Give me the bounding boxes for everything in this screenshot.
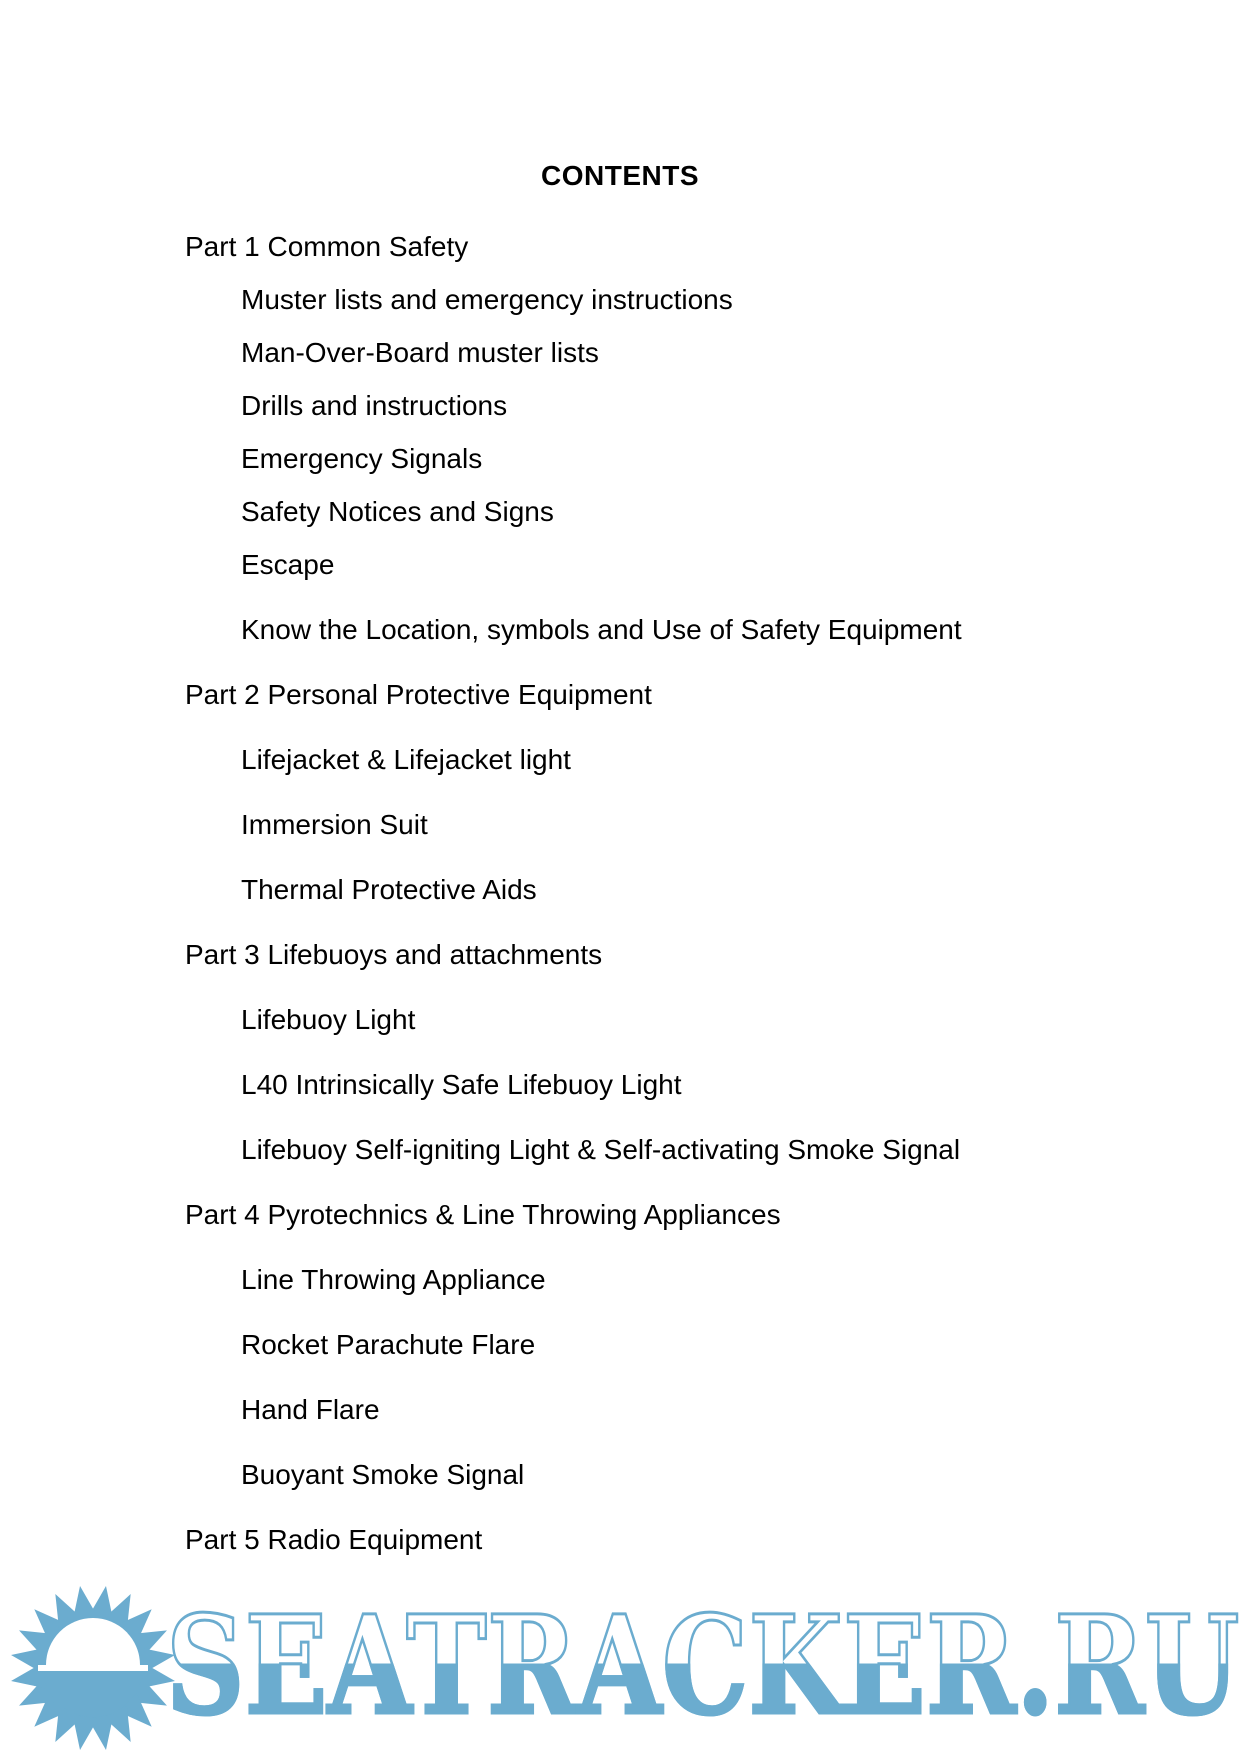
toc-item-immersion-suit: Immersion Suit	[241, 809, 428, 840]
toc-item-drills: Drills and instructions	[241, 390, 508, 421]
toc-item-l40-lifebuoy-light: L40 Intrinsically Safe Lifebuoy Light	[241, 1069, 682, 1100]
toc-item-know-location: Know the Location, symbols and Use of Safety Equipment	[241, 614, 962, 645]
toc-part-2: Part 2 Personal Protective Equipment	[185, 679, 652, 710]
toc-part-5: Part 5 Radio Equipment	[185, 1524, 483, 1555]
toc-item-line-throwing: Line Throwing Appliance	[241, 1264, 546, 1295]
toc-item-rocket-parachute-flare: Rocket Parachute Flare	[241, 1329, 536, 1360]
toc-item-man-over-board: Man-Over-Board muster lists	[241, 337, 599, 368]
toc-part-3: Part 3 Lifebuoys and attachments	[185, 939, 603, 970]
toc-item-buoyant-smoke-signal: Buoyant Smoke Signal	[241, 1459, 525, 1490]
rising-sun-icon	[3, 1578, 183, 1758]
toc-item-self-igniting-light: Lifebuoy Self-igniting Light & Self-activating Smoke Signal	[241, 1134, 961, 1165]
toc-part-4: Part 4 Pyrotechnics & Line Throwing Appliances	[185, 1199, 781, 1230]
toc-item-lifejacket: Lifejacket & Lifejacket light	[241, 744, 571, 775]
toc-item-thermal-aids: Thermal Protective Aids	[241, 874, 537, 905]
watermark-text: SEATRACKER.RU	[166, 1586, 1240, 1746]
page-title: CONTENTS	[541, 160, 699, 191]
toc-item-safety-notices: Safety Notices and Signs	[241, 496, 554, 527]
toc-item-muster-lists: Muster lists and emergency instructions	[241, 284, 733, 315]
toc-item-hand-flare: Hand Flare	[241, 1394, 380, 1425]
toc-item-lifebuoy-light: Lifebuoy Light	[241, 1004, 416, 1035]
toc-item-escape: Escape	[241, 549, 335, 580]
toc-item-emergency-signals: Emergency Signals	[241, 443, 483, 474]
toc-part-1: Part 1 Common Safety	[185, 231, 469, 262]
